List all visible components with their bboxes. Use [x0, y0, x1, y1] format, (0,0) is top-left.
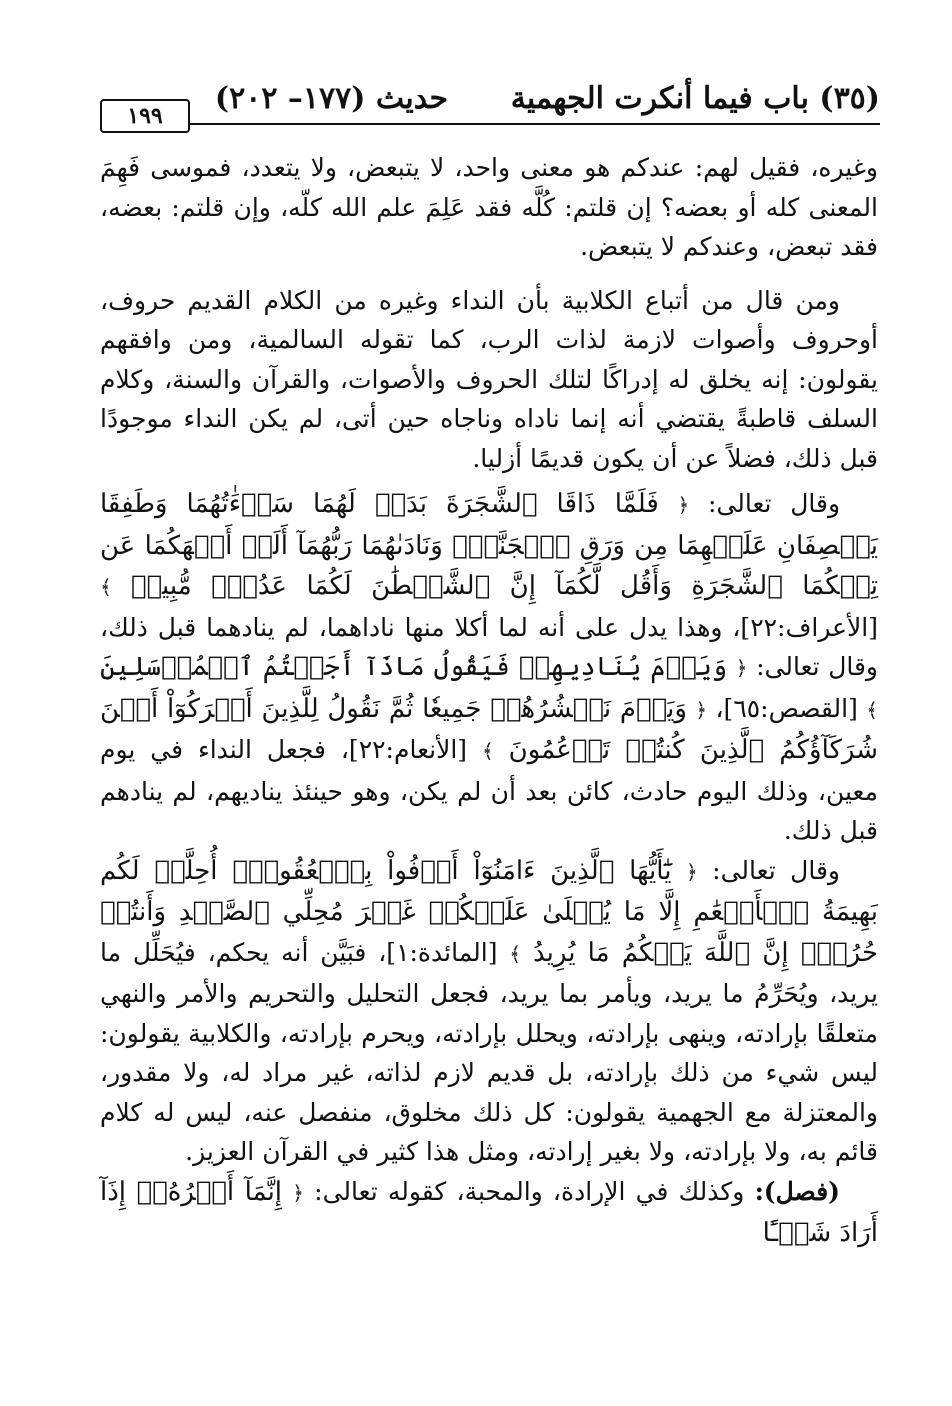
ornate-bracket-close: ﴾	[509, 941, 522, 966]
quran-verse: فَلَمَّا ذَاقَا ٱلشَّجَرَةَ بَدَتۡ لَهُمَا سَوۡءَٰتُهُمَا وَطَفِقَا يَخۡصِفَانِ عَلَيۡهِمَا مِن وَرَقِ ٱلۡجَنَّةِۖ وَنَادَىٰهُمَا رَبُّهُمَآ أَلَمۡ أَنۡهَكُمَا عَن تِلۡكُمَا ٱلشَّجَرَةِ وَأَقُل لَّكُمَآ إِنَّ ٱلشَّيۡطَٰنَ لَكُمَا عَدُوّٞ مُّبِينٞ	[100, 489, 879, 601]
quote-intro: وقال تعالى:	[707, 489, 841, 518]
section-label: (فصل):	[754, 1176, 841, 1206]
verse-reference: [الأعراف:٢٢]	[740, 612, 878, 642]
paragraph-4	[100, 851, 878, 1172]
paragraph-2: ومن قال من أتباع الكلابية بأن النداء وغيره من الكلام القديم حروف، أوحروف وأصوات لازمة لذات الرب، كما تقوله السالمية، ومن وافقهم يقولون: إنه يخلق له إدراكًا لتلك الحروف والأصوات، والقرآن والسنة، وكلام السلف قاطبةً يقتضي أنه إنما ناداه وناجاه حين أتى، لم يكن النداء موجودًا قبل ذلك، فضلاً عن أن يكون قديمًا أزليا.	[100, 285, 878, 473]
section-text: وكذلك في الإرادة، والمحبة، كقوله تعالى:	[314, 1176, 745, 1206]
commentary-text: ، فجعل النداء في يوم معين، وذلك اليوم حادث، كائن بعد أن لم يكن، وهو حينئذ يناديهم، لم ينادهم قبل ذلك.	[100, 735, 878, 845]
page-number: ١٩٩	[100, 99, 190, 133]
commentary-text: ، فبَيَّن أنه يحكم، فيُحَلِّل ما يريد، ويُحَرِّمُ ما يريد، ويأمر بما يريد، فجعل التحليل والتحريم والأمر والنهي متعلقًا بإرادته، وينهى بإرادته، ويحلل بإرادته، ويحرم بإرادته، والكلابية يقولون: ليس شيء من ذلك بإرادته، بل قديم لازم لذاته، غير مراد له، ولا مقدور، والمعتزلة مع الجهمية يقولون: كل ذلك مخلوق، منفصل عنه، ليس له كلام قائم به، ولا بإرادته، ولا بغير إرادته، ومثل هذا كثير في القرآن العزيز.	[100, 937, 878, 1166]
paragraph-3: وقال تعالى: ﴿ فَلَمَّا ذَاقَا ٱلشَّجَرَةَ بَدَتۡ لَهُمَا سَوۡءَٰتُهُمَا وَطَفِقَا يَخۡصِفَانِ عَلَيۡهِمَا مِن وَرَقِ ٱلۡجَنَّةِۖ وَنَادَىٰهُمَا رَبُّهُمَآ أَلَمۡ أَنۡهَكُمَا عَن تِلۡكُمَا ٱلشَّجَرَةِ وَأَقُل لَّكُمَآ إِنَّ ٱلشَّيۡطَٰنَ لَكُمَا عَدُوّٞ مُّبِينٞ ﴾ [الأعراف:٢٢]، وهذا يدل على أنه لما أكلا منها ناداهما، لم ينادهما قبل ذلك، وقال تعالى: ﴿ وَيَوۡمَ يُنَادِيهِمۡ فَيَقُولُ مَاذَآ أَجَبۡتُمُ ٱلۡمُرۡسَلِينَ ﴾ [القصص:٦٥]، ﴿ وَيَوۡمَ نَحۡشُرُهُمۡ جَمِيعٗا ثُمَّ نَقُولُ لِلَّذِينَ أَشۡرَكُوٓاْ أَيۡنَ شُرَكَآؤُكُمُ ٱلَّذِينَ كُنتُمۡ تَزۡعُمُونَ ﴾ [الأنعام:٢٢]، فجعل النداء في يوم معين، وذلك اليوم حادث، كائن بعد أن لم يكن، وهو حينئذ يناديهم، لم ينادهم قبل ذلك.	[100, 489, 879, 845]
ornate-bracket-open: ﴿	[735, 656, 748, 680]
ornate-bracket-open: ﴿	[685, 859, 698, 884]
quran-verse: إِنَّمَآ أَمۡرُهُۥٓ إِذَآ أَرَادَ شَيۡـًٔا	[100, 1176, 878, 1248]
quote-intro: وقال تعالى:	[712, 855, 840, 885]
paragraph-5	[100, 1172, 878, 1254]
ornate-bracket-close: ﴾	[481, 739, 494, 763]
chapter-title: (٣٥) باب فيما أنكرت الجهمية	[510, 81, 880, 116]
page-body	[100, 148, 878, 1254]
hadith-range: حديث (١٧٧– ٢٠٢)	[214, 81, 448, 116]
quran-verse: يَٰٓأَيُّهَا ٱلَّذِينَ ءَامَنُوٓاْ أَوۡفُواْ بِٱلۡعُقُودِۚ أُحِلَّتۡ لَكُم بَهِيمَةُ ٱلۡأَنۡعَٰمِ إِلَّا مَا يُتۡلَىٰ عَلَيۡكُمۡ غَيۡرَ مُحِلِّي ٱلصَّيۡدِ وَأَنتُمۡ حُرُمٌۗ إِنَّ ٱللَّهَ يَحۡكُمُ مَا يُرِيدُ	[100, 855, 879, 968]
verse-reference: [الأنعام:٢٢]	[348, 735, 468, 764]
quran-verse: وَيَوۡمَ يُنَادِيهِمۡ فَيَقُولُ مَاذَآ أَجَبۡتُمُ ٱلۡمُرۡسَلِينَ	[100, 652, 728, 682]
ornate-bracket-close: ﴾	[866, 697, 878, 722]
running-header	[100, 75, 880, 135]
paragraph-1: وغيره، فقيل لهم: عندكم هو معنى واحد، لا يتبعض، ولا يتعدد، فموسى فَهِمَ المعنى كله أو بعضه؟ إن قلتم: كُلَّه فقد عَلِمَ علم الله كلّه، وإن قلتم: بعضه، فقد تبعض، وعندكم لا يتبعض.	[100, 153, 878, 261]
commentary-text: ، وهذا يدل على أنه لما أكلا منها ناداهما، لم ينادهما قبل ذلك، وقال تعالى:	[100, 612, 879, 681]
ornate-bracket-open: ﴿	[677, 493, 690, 517]
ornate-bracket-close: ﴾	[100, 575, 112, 599]
quran-verse: وَيَوۡمَ نَحۡشُرُهُمۡ جَمِيعٗا ثُمَّ نَقُولُ لِلَّذِينَ أَشۡرَكُوٓاْ أَيۡنَ شُرَكَآؤُكُمُ ٱلَّذِينَ كُنتُمۡ تَزۡعُمُونَ	[100, 693, 879, 765]
ornate-bracket-open: ﴿	[292, 1180, 304, 1205]
verse-reference: [المائدة:١]	[386, 937, 498, 967]
header-rule	[190, 123, 880, 125]
verse-reference: [القصص:٦٥]	[723, 693, 858, 723]
ornate-bracket-open: ﴿	[695, 697, 708, 722]
